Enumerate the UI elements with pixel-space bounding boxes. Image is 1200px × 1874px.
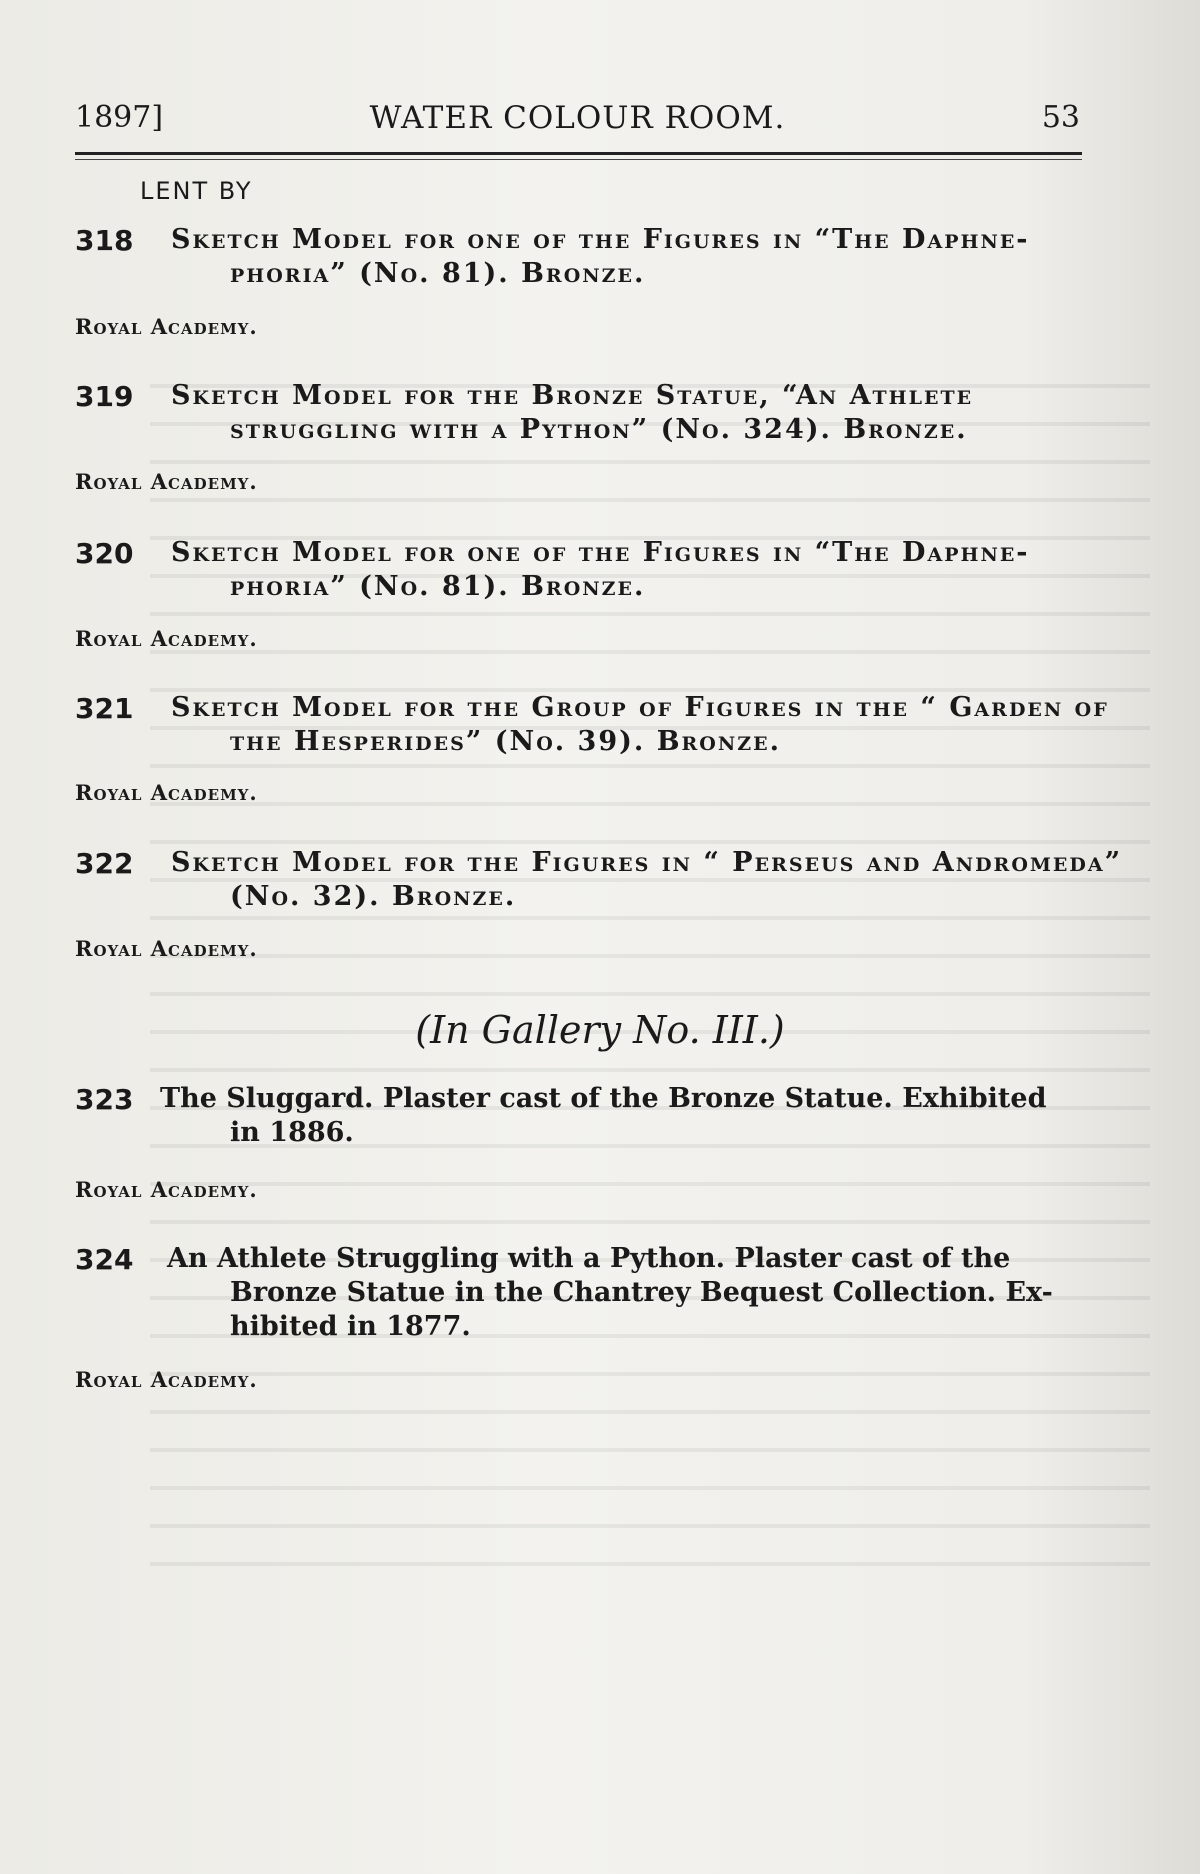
lender: Royal Academy. bbox=[75, 936, 258, 961]
entry-number: 319 bbox=[75, 380, 134, 413]
entry-number: 318 bbox=[75, 224, 134, 257]
lender: Royal Academy. bbox=[75, 780, 258, 805]
entry-number: 322 bbox=[75, 847, 134, 880]
entry-line: the Hesperides” (No. 39). Bronze. bbox=[230, 726, 781, 757]
lender: Royal Academy. bbox=[75, 1177, 258, 1202]
page-number: 53 bbox=[1041, 100, 1080, 135]
lender: Royal Academy. bbox=[75, 314, 258, 339]
lent-by-label: LENT BY bbox=[140, 177, 253, 205]
entry-number: 321 bbox=[75, 692, 134, 725]
entry-line: Bronze Statue in the Chantrey Bequest Collection. Ex- bbox=[230, 1277, 1053, 1308]
entry-number: 320 bbox=[75, 537, 134, 570]
entry-line: (No. 32). Bronze. bbox=[230, 881, 517, 912]
entry-line: phoria” (No. 81). Bronze. bbox=[230, 571, 646, 602]
header-rule bbox=[75, 152, 1082, 155]
header-rule-thin bbox=[75, 159, 1082, 160]
entry-line: The Sluggard. Plaster cast of the Bronze Statue. Exhibited bbox=[160, 1083, 1047, 1114]
running-head bbox=[75, 100, 1080, 142]
entry-line: Sketch Model for the Group of Figures in the “ Garden of bbox=[171, 692, 1109, 723]
entry-line: hibited in 1877. bbox=[230, 1311, 471, 1342]
lender: Royal Academy. bbox=[75, 1367, 258, 1392]
entry-line: Sketch Model for one of the Figures in “The Daphne- bbox=[171, 537, 1030, 568]
gallery-heading: (In Gallery No. III.) bbox=[415, 1008, 785, 1052]
entry-line: Sketch Model for one of the Figures in “The Daphne- bbox=[171, 224, 1030, 255]
entry-number: 324 bbox=[75, 1243, 134, 1276]
lender: Royal Academy. bbox=[75, 626, 258, 651]
entry-line: in 1886. bbox=[230, 1117, 354, 1148]
entry-line: An Athlete Struggling with a Python. Plaster cast of the bbox=[167, 1243, 1011, 1274]
lender: Royal Academy. bbox=[75, 469, 258, 494]
header-title: WATER COLOUR ROOM. bbox=[369, 100, 786, 136]
entry-line: Sketch Model for the Figures in “ Perseus and Andromeda” bbox=[171, 847, 1123, 878]
entry-line: struggling with a Python” (No. 324). Bronze. bbox=[230, 414, 968, 445]
header-year: 1897] bbox=[75, 100, 164, 135]
entry-number: 323 bbox=[75, 1083, 134, 1116]
entry-line: phoria” (No. 81). Bronze. bbox=[230, 258, 646, 289]
entry-line: Sketch Model for the Bronze Statue, “An Athlete bbox=[171, 380, 974, 411]
